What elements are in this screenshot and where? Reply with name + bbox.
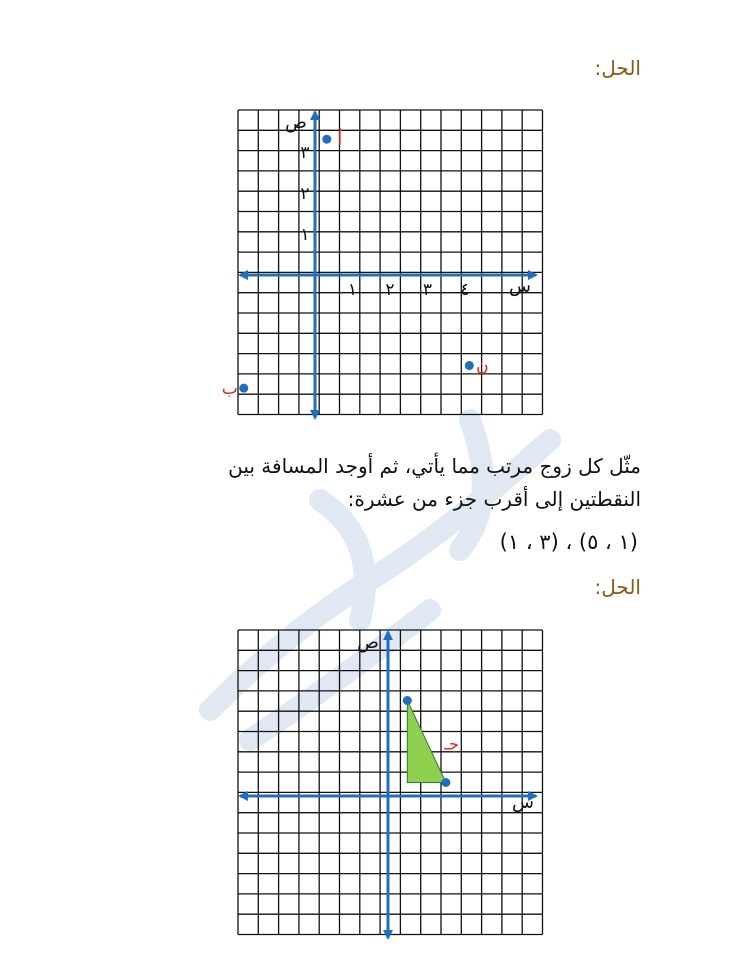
- y-arrow: [310, 110, 320, 120]
- points: [222, 128, 489, 399]
- y-tick-label: ٢: [300, 184, 310, 204]
- graph-2: [238, 630, 543, 945]
- question-line-2: النقطتين إلى أقرب جزء من عشرة:: [347, 487, 641, 511]
- x-tick-label: ٢: [385, 280, 395, 300]
- x-tick-label: ٣: [422, 280, 433, 300]
- point: [322, 135, 331, 144]
- y-tick-label: ١: [300, 225, 310, 245]
- vertex: [441, 778, 450, 787]
- question-line-1: مثّل كل زوج مرتب مما يأتي، ثم أوجد المسافة بين: [228, 454, 641, 478]
- vertex: [403, 696, 412, 705]
- point-label: ن: [476, 356, 489, 377]
- solution-heading-1: الحل:: [594, 56, 641, 80]
- solution-heading-2: الحل:: [594, 575, 641, 599]
- point-label: ب: [221, 379, 238, 400]
- x-arrow: [238, 270, 248, 280]
- ordered-pairs: (١ ، ٥) ، (٣ ، ١): [499, 530, 638, 554]
- y-arrow: [383, 630, 393, 640]
- x-tick-label: ١: [347, 280, 358, 300]
- y-tick-label: ٣: [300, 143, 310, 163]
- x-axis-label: س: [512, 792, 534, 813]
- point: [465, 361, 474, 370]
- graph-1: [221, 110, 543, 425]
- grid: [238, 110, 543, 415]
- point-label: أ: [337, 130, 343, 151]
- y-axis-label: ص: [357, 632, 379, 653]
- triangle-label: جـ: [444, 734, 459, 754]
- triangle: [407, 701, 446, 783]
- y-axis-label: ص: [285, 112, 307, 133]
- point: [239, 384, 248, 393]
- x-tick-label: ٤: [460, 280, 470, 300]
- grid: [238, 630, 543, 935]
- x-axis-label: س: [509, 276, 531, 297]
- question-text: [141, 450, 641, 516]
